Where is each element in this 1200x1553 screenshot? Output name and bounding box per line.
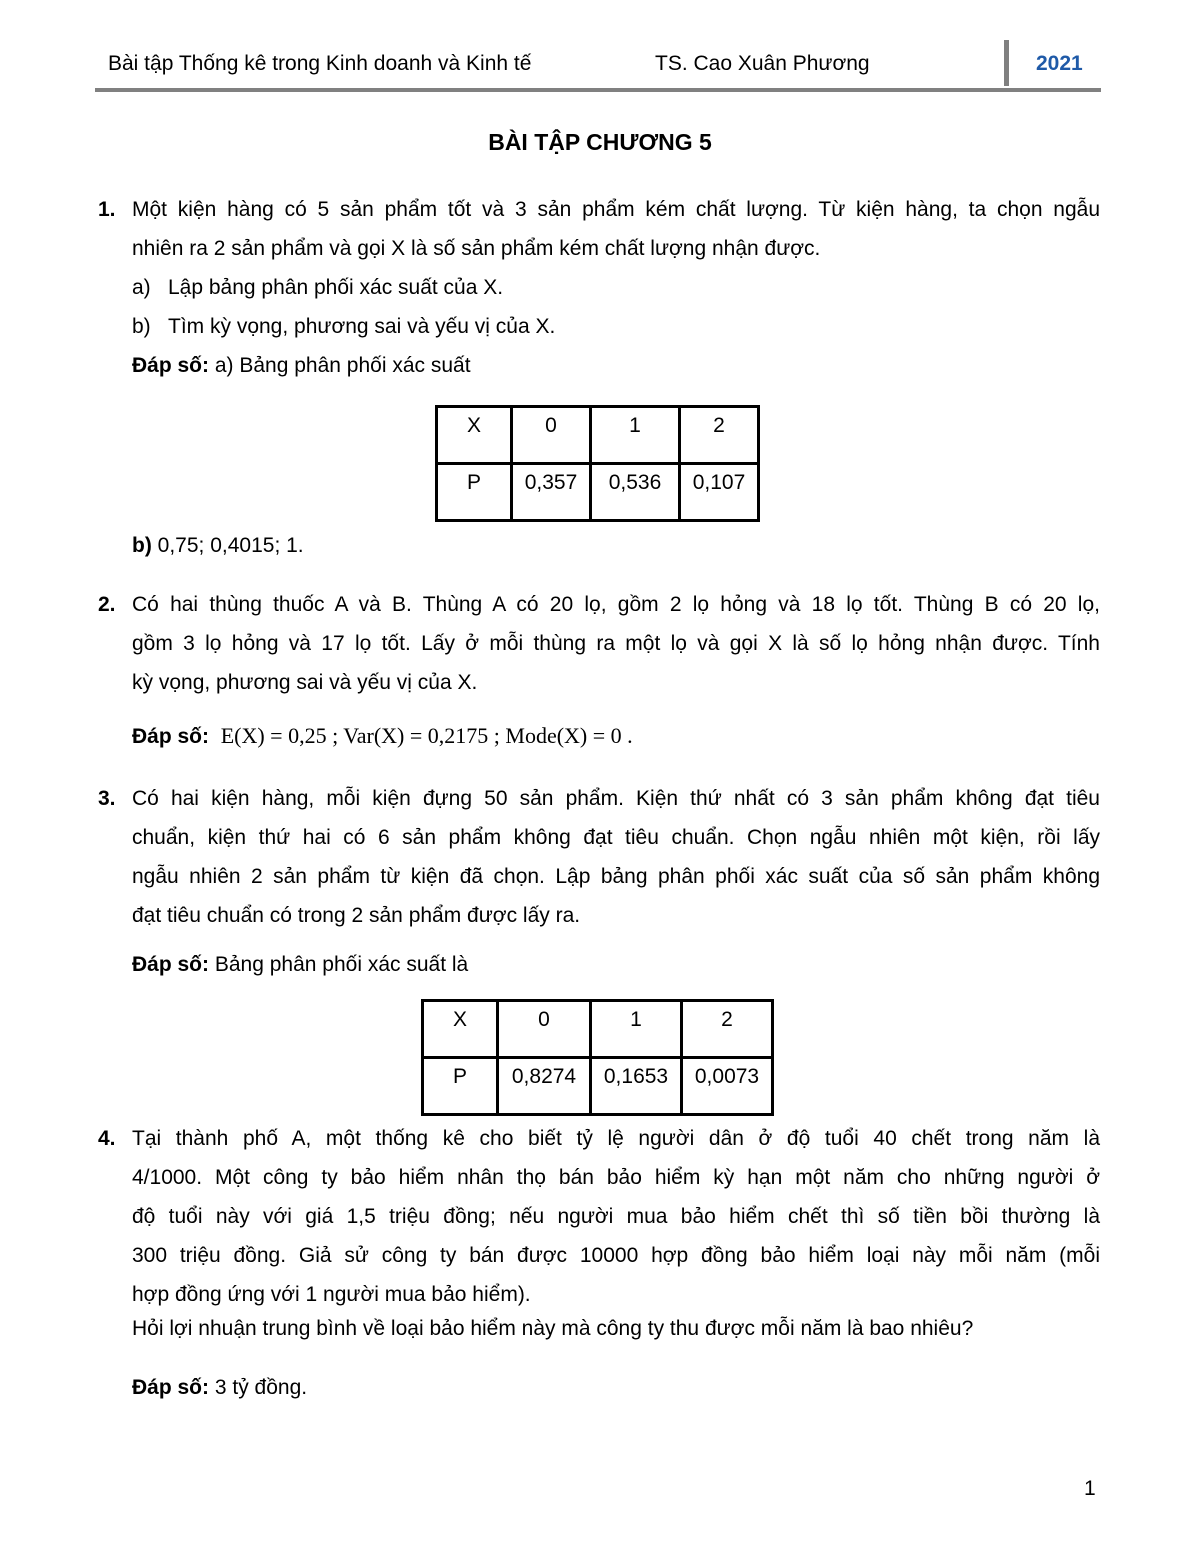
question-1-answer-b <box>98 526 1100 565</box>
question-text: Hỏi lợi nhuận trung bình về loại bảo hiểm này mà công ty thu được mỗi năm là bao nhiêu? <box>132 1317 974 1340</box>
question-text: 300 triệu đồng. Giả sử công ty bán được 10000 hợp đồng bảo hiểm loại này mỗi năm (mỗi <box>132 1244 1100 1267</box>
question-text: nhiên ra 2 sản phẩm và gọi X là số sản phẩm kém chất lượng nhận được. <box>132 237 821 260</box>
answer-b-label: b) <box>132 534 152 557</box>
page-header <box>0 50 1200 90</box>
question-4 <box>98 1119 1100 1407</box>
answer-label: Đáp số: <box>132 953 210 976</box>
sub-question-b: b) Tìm kỳ vọng, phương sai và yếu vị của X. <box>132 315 556 338</box>
table-cell: 2 <box>682 1001 773 1058</box>
question-text: chuẩn, kiện thứ hai có 6 sản phẩm không đạt tiêu chuẩn. Chọn ngẫu nhiên một kiện, rồi lấy <box>132 826 1100 849</box>
question-text: Tại thành phố A, một thống kê cho biết tỷ lệ người dân ở độ tuổi 40 chết trong năm là <box>132 1127 1100 1150</box>
question-text: 4/1000. Một công ty bảo hiểm nhân thọ bán bảo hiểm kỳ hạn một năm cho những người ở <box>132 1166 1100 1189</box>
question-text: độ tuổi này với giá 1,5 triệu đồng; nếu người mua bảo hiểm chết thì số tiền bồi thường là <box>132 1205 1100 1228</box>
question-text: đạt tiêu chuẩn có trong 2 sản phẩm được lấy ra. <box>132 904 581 927</box>
table-cell-p-label: P <box>423 1058 498 1115</box>
table-cell: 0,1653 <box>591 1058 682 1115</box>
table-cell-x-label: X <box>437 407 512 464</box>
question-1 <box>98 190 1100 385</box>
table-cell: 1 <box>591 1001 682 1058</box>
answer-label: Đáp số: <box>132 354 210 377</box>
question-text: kỳ vọng, phương sai và yếu vị của X. <box>132 671 478 694</box>
header-rule <box>95 88 1101 92</box>
table-cell: 0,8274 <box>498 1058 591 1115</box>
question-text: Có hai thùng thuốc A và B. Thùng A có 20 lọ, gồm 2 lọ hỏng và 18 lọ tốt. Thùng B có 20 lọ, <box>132 593 1100 616</box>
table-cell: 0 <box>512 407 591 464</box>
answer-label: Đáp số: <box>132 1376 210 1399</box>
answer-label: Đáp số: <box>132 725 210 748</box>
table-cell: 0,357 <box>512 464 591 521</box>
table-cell: 1 <box>591 407 680 464</box>
header-course-title: Bài tập Thống kê trong Kinh doanh và Kinh tế <box>108 52 532 75</box>
question-text: Có hai kiện hàng, mỗi kiện đựng 50 sản phẩm. Kiện thứ nhất có 3 sản phẩm không đạt tiêu <box>132 787 1100 810</box>
page-number: 1 <box>1084 1477 1096 1500</box>
question-number: 1. <box>98 198 116 221</box>
sub-question-a: a) Lập bảng phân phối xác suất của X. <box>132 276 504 299</box>
table-cell: 0,536 <box>591 464 680 521</box>
page-title: BÀI TẬP CHƯƠNG 5 <box>488 129 712 155</box>
header-year: 2021 <box>1036 52 1083 75</box>
question-text: Một kiện hàng có 5 sản phẩm tốt và 3 sản phẩm kém chất lượng. Từ kiện hàng, ta chọn ngẫu <box>132 198 1100 221</box>
table-cell: 2 <box>680 407 759 464</box>
question-text: hợp đồng ứng với 1 người mua bảo hiểm). <box>132 1283 531 1306</box>
table-cell: 0 <box>498 1001 591 1058</box>
answer-line: Đáp số: Bảng phân phối xác suất là <box>132 953 469 976</box>
question-3 <box>98 779 1100 984</box>
answer-line: Đáp số: a) Bảng phân phối xác suất <box>132 354 471 377</box>
table-cell: 0,0073 <box>682 1058 773 1115</box>
answer-b-text: 0,75; 0,4015; 1. <box>157 534 304 557</box>
header-divider <box>1004 40 1009 86</box>
table-cell: 0,107 <box>680 464 759 521</box>
distribution-table-q3 <box>421 999 774 1116</box>
answer-formula: E(X) = 0,25 ; Var(X) = 0,2175 ; Mode(X) = 0 . <box>220 723 633 748</box>
header-author: TS. Cao Xuân Phương <box>655 52 870 75</box>
distribution-table-q1 <box>435 405 760 522</box>
question-text: ngẫu nhiên 2 sản phẩm từ kiện đã chọn. Lập bảng phân phối xác suất của số sản phẩm không <box>132 865 1100 888</box>
question-text: gồm 3 lọ hỏng và 17 lọ tốt. Lấy ở mỗi thùng ra một lọ và gọi X là số lọ hỏng nhận được. Tính <box>132 632 1100 655</box>
table-cell-x-label: X <box>423 1001 498 1058</box>
table-cell-p-label: P <box>437 464 512 521</box>
question-number: 3. <box>98 787 116 810</box>
question-number: 2. <box>98 593 116 616</box>
answer-line: Đáp số: 3 tỷ đồng. <box>132 1376 308 1399</box>
question-2 <box>98 585 1100 756</box>
answer-line <box>132 716 1100 756</box>
question-number: 4. <box>98 1127 116 1150</box>
